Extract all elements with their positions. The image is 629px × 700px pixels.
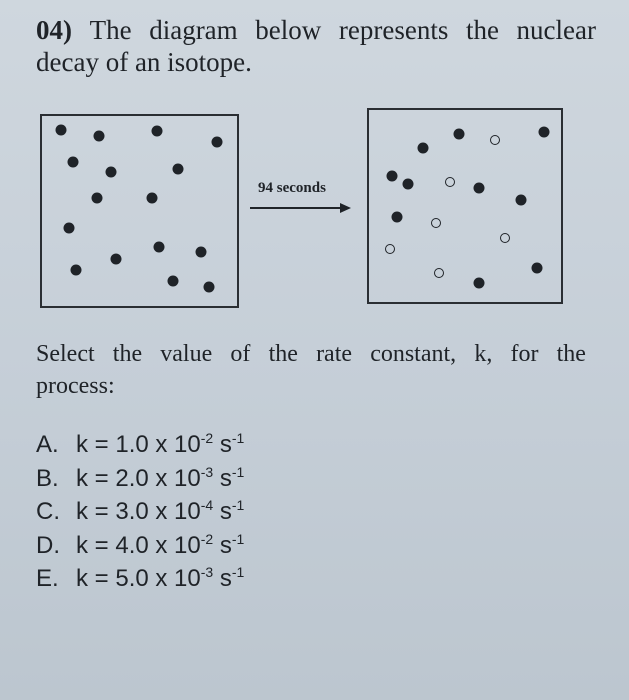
right-arrow-icon [248,198,352,214]
undecayed-atom [204,282,215,293]
prompt-word: of [230,341,251,367]
option-exponent: -3 [200,463,214,480]
option-value: k = 3.0 x 10 [76,498,201,525]
decayed-atom [490,135,500,145]
option-a[interactable] [36,428,244,462]
option-unit-exponent: -1 [231,463,245,480]
option-unit: s [213,464,232,492]
final-sample-box [367,108,563,304]
prompt-line-1 [36,338,586,370]
question-line-2: decay of an isotope. [36,47,252,77]
question-word: diagram [149,15,238,45]
decayed-atom [500,233,510,243]
undecayed-atom [173,164,184,175]
option-unit: s [213,498,232,525]
prompt-word: value [160,341,213,367]
option-d[interactable] [36,529,244,563]
prompt-text [36,338,586,402]
option-letter: C. [36,498,60,525]
undecayed-atom [403,179,414,190]
decayed-atom [385,244,395,254]
prompt-word: k, [474,341,493,367]
option-unit-exponent: -1 [231,430,245,446]
undecayed-atom [474,278,485,289]
option-exponent: -2 [200,530,214,547]
prompt-word: Select [36,341,95,367]
answer-options [36,428,244,596]
undecayed-atom [106,167,117,178]
option-letter: B. [36,464,59,492]
undecayed-atom [474,183,485,194]
prompt-line-2: process: [36,373,115,399]
option-unit-exponent: -1 [231,564,245,580]
undecayed-atom [147,193,158,204]
undecayed-atom [387,171,398,182]
undecayed-atom [94,131,105,142]
question-text [36,14,596,78]
initial-sample-box [40,114,239,308]
question-word: below [255,15,322,45]
undecayed-atom [532,263,543,274]
decayed-atom [434,268,444,278]
prompt-word: the [268,341,298,367]
option-value: k = 5.0 x 10 [76,565,201,592]
undecayed-atom [539,127,550,138]
undecayed-atom [71,265,82,276]
undecayed-atom [64,223,75,234]
option-letter: E. [36,565,59,592]
prompt-word: constant, [370,341,457,367]
arrow-label: 94 seconds [258,180,326,196]
option-letter: D. [36,531,60,559]
undecayed-atom [212,137,223,148]
option-value: k = 4.0 x 10 [76,531,201,559]
undecayed-atom [111,254,122,265]
decayed-atom [445,177,455,187]
option-unit: s [213,431,232,458]
option-c[interactable] [36,495,244,529]
option-e[interactable] [36,562,244,596]
undecayed-atom [418,143,429,154]
undecayed-atom [56,125,67,136]
undecayed-atom [168,276,179,287]
undecayed-atom [392,212,403,223]
decayed-atom [431,218,441,228]
undecayed-atom [454,129,465,140]
prompt-word: rate [316,341,353,367]
option-unit-exponent: -1 [231,497,245,513]
question-word: nuclear [516,15,596,45]
question-number: 04) [36,15,72,45]
undecayed-atom [92,193,103,204]
undecayed-atom [196,247,207,258]
option-exponent: -2 [200,430,214,446]
option-b[interactable] [36,462,244,496]
question-word: represents [338,15,449,45]
option-exponent: -4 [200,497,214,513]
option-letter: A. [36,431,59,458]
undecayed-atom [68,157,79,168]
option-unit: s [213,565,232,592]
question-word: The [89,15,132,45]
option-value: k = 1.0 x 10 [76,431,201,458]
undecayed-atom [154,242,165,253]
question-line-1 [36,14,596,46]
prompt-word: the [112,341,143,367]
option-value: k = 2.0 x 10 [76,464,201,492]
option-exponent: -3 [200,564,214,580]
prompt-word: the [556,341,586,367]
option-unit: s [213,531,232,559]
undecayed-atom [152,126,163,137]
undecayed-atom [516,195,527,206]
time-arrow [248,180,352,220]
question-word: the [465,15,499,45]
prompt-word: for [510,341,539,367]
option-unit-exponent: -1 [231,530,245,547]
